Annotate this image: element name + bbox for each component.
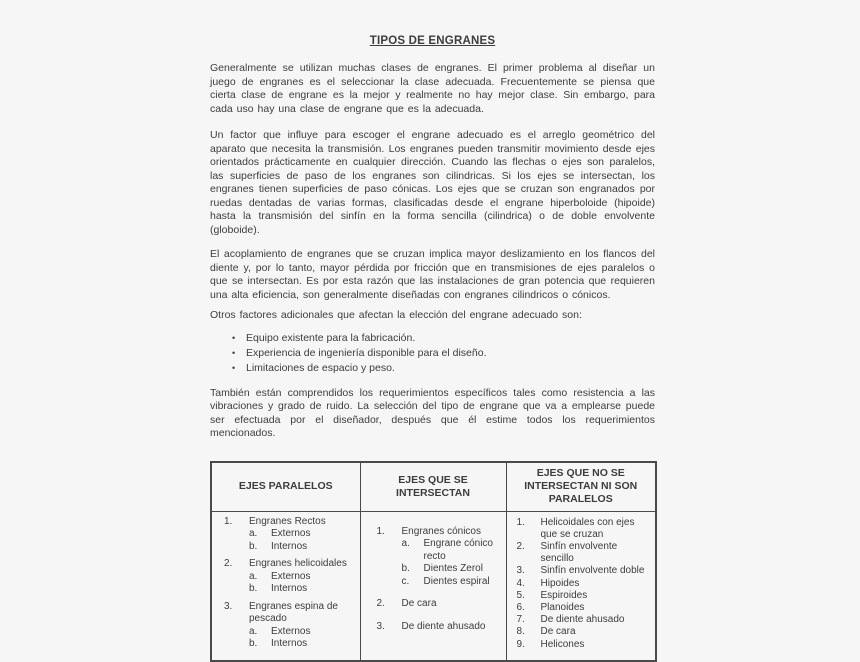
item-number: 3. (224, 600, 233, 612)
list-item (517, 517, 652, 541)
paragraph-geometry: Un factor que influye para escoger el engrane adecuado es el arreglo geométrico del aparato que necesita la transmisión. Los engranes pueden transmitir movimiento desde ejes orientados prácticamente en cualquier dirección. Cuando las flechas o ejes son paralelos, las superficies de paso de los engranes son cilindricas. Si los ejes se intersectan, los engranes tienen superficies de paso cónicas. Los ejes que se cruzan son engranados por ruedas dentadas de varias formas, clasificadas desde el engrane hiperboloide (hipoide) hasta la transmisión del sinfín en la forma sencilla (cilindrica) o de doble envolvente (globoide). (210, 129, 655, 236)
list-subitem (402, 576, 502, 589)
list-item (517, 614, 652, 626)
item-number: 4. (516, 577, 525, 589)
item-number: 3. (516, 565, 525, 577)
list-item (517, 578, 652, 590)
item-label: Hipoides (540, 577, 580, 589)
item-number: 8. (516, 626, 525, 638)
list-group (224, 558, 356, 596)
item-number: 2. (516, 540, 525, 552)
item-label: Helicoidales con ejes que se cruzan (540, 516, 635, 540)
list-item (517, 565, 652, 577)
table-header-intersecting-axes: EJES QUE SE INTERSECTAN (360, 462, 506, 512)
subitem-label: Dientes espiral (423, 575, 490, 587)
subitem-letter: c. (401, 575, 410, 587)
item-number: 7. (516, 614, 525, 626)
subitem-letter: a. (249, 570, 258, 582)
list-item (517, 590, 652, 602)
item-label: Engranes Rectos (249, 515, 326, 527)
list-item (224, 601, 356, 626)
list-group (377, 598, 502, 611)
table-cell-intersecting-axes (360, 511, 506, 661)
subitem-letter: b. (249, 583, 258, 594)
subitem-letter: b. (249, 540, 258, 552)
list-item (210, 346, 655, 361)
subitem-label: Externos (271, 625, 311, 637)
list-subitem (249, 638, 356, 651)
item-number: 3. (376, 620, 385, 632)
subitem-letter: a. (249, 625, 258, 637)
item-number: 1. (224, 515, 233, 527)
table-header-row (211, 462, 656, 512)
list-group (224, 601, 356, 651)
item-label: Sinfín envolvente sencillo (540, 540, 618, 565)
table-cell-nonintersecting-axes (506, 511, 656, 661)
item-label: De diente ahusado (540, 614, 625, 626)
item-label: De cara (540, 626, 576, 638)
item-label: Engranes espina de pescado (249, 600, 338, 624)
list-subitem (249, 583, 356, 596)
paragraph-other-factors: Otros factores adicionales que afectan la elección del engrane adecuado son: (210, 309, 582, 321)
paragraph-closing: También están comprendidos los requerimientos específicos tales como resistencia a las vibraciones y grado de ruido. La selección del tipo de engrane que va a emplearse puede ser efectuada por el diseñador, después que él estime todos los requerimientos mencionados. (210, 386, 655, 439)
subitem-label: Externos (271, 528, 311, 539)
item-label: Planoides (540, 601, 585, 613)
item-number: 2. (224, 558, 233, 569)
list-item (224, 516, 356, 529)
factors-bullet-list (210, 331, 655, 376)
paragraph-intro: Generalmente se utilizan muchas clases de engranes. El primer problema al diseñar un juego de engranes es el seleccionar la clase adecuada. Frecuentemente se piensa que cierta clase de engrane es la mejor y realmente no hay mejor clase. Sin embargo, para cada uso hay una clase de engrane que es la adecuada. (210, 62, 655, 115)
bullet-text: Experiencia de ingeniería disponible para el diseño. (246, 346, 487, 359)
parallel-axes-list (212, 512, 360, 660)
list-subitem (249, 571, 356, 584)
item-number: 6. (516, 601, 525, 613)
item-label: De diente ahusado (401, 620, 486, 632)
item-label: Espiroides (540, 589, 588, 601)
list-group (377, 621, 502, 634)
subitem-label: Internos (271, 638, 308, 649)
item-label: Sinfín envolvente doble (540, 565, 645, 577)
paragraph-coupling: El acoplamiento de engranes que se cruzan implica mayor deslizamiento en los flancos del diente y, por lo tanto, mayor pérdida por fricción que en transmisiones de ejes paralelos o que se intersectan. Es por esta razón que las instalaciones de gran potencia que requieren una alta eficiencia, son generalmente diseñadas con engranes cilindricos o cónicos. (210, 248, 655, 301)
item-number: 2. (376, 598, 385, 609)
item-label: De cara (401, 598, 437, 609)
page-title-text: TIPOS DE ENGRANES (369, 35, 496, 47)
document-content (210, 34, 655, 662)
subitem-label: Engrane cónico recto (423, 538, 493, 562)
table-body-row (211, 511, 656, 661)
gear-classification-table (210, 461, 657, 662)
list-item (210, 331, 655, 346)
intersecting-axes-list (361, 512, 506, 648)
list-group (224, 516, 356, 554)
page-title (210, 34, 655, 48)
subitem-letter: a. (249, 528, 258, 539)
table-header-nonintersecting-axes: EJES QUE NO SE INTERSECTAN NI SON PARALELOS (506, 462, 656, 512)
bullet-icon: • (232, 347, 236, 358)
item-number: 1. (516, 516, 525, 528)
list-item (517, 602, 652, 614)
bullet-icon: • (232, 362, 236, 373)
list-item (377, 526, 502, 539)
list-subitem (249, 528, 356, 541)
item-label: Helicones (540, 638, 585, 650)
list-subitem (249, 626, 356, 639)
table-cell-parallel-axes (211, 511, 360, 661)
subitem-letter: b. (249, 638, 258, 649)
list-item (210, 361, 655, 376)
subitem-letter: a. (401, 538, 410, 549)
item-number: 1. (376, 525, 385, 537)
list-item (377, 621, 502, 634)
list-item (224, 558, 356, 571)
bullet-text: Limitaciones de espacio y peso. (246, 361, 395, 374)
item-number: 5. (516, 589, 525, 601)
list-subitem (402, 563, 502, 576)
item-label: Engranes helicoidales (249, 558, 347, 569)
item-label: Engranes cónicos (401, 525, 481, 537)
subitem-letter: b. (401, 563, 410, 574)
list-item (517, 626, 652, 638)
subitem-label: Internos (271, 540, 308, 552)
list-item (517, 639, 652, 651)
subitem-label: Internos (271, 583, 308, 594)
list-subitem (402, 538, 502, 563)
table-header-parallel-axes: EJES PARALELOS (211, 462, 360, 512)
item-number: 9. (516, 638, 525, 650)
subitem-label: Externos (271, 570, 311, 582)
list-group (377, 526, 502, 589)
list-subitem (249, 541, 356, 554)
list-item (517, 541, 652, 565)
bullet-icon: • (232, 332, 236, 343)
bullet-text: Equipo existente para la fabricación. (246, 331, 416, 344)
nonintersecting-axes-list (507, 512, 656, 655)
subitem-label: Dientes Zerol (423, 563, 483, 574)
list-item (377, 598, 502, 611)
